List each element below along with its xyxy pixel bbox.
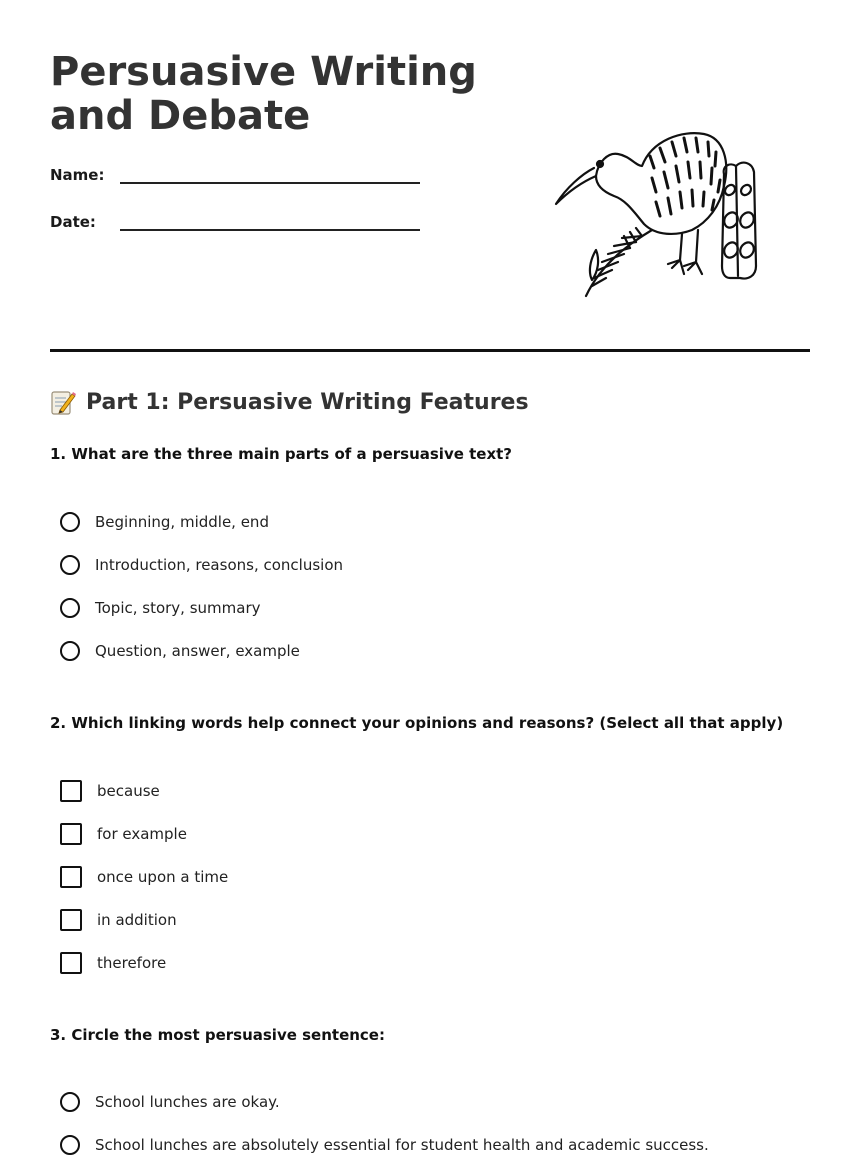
radio-button[interactable]	[60, 1092, 80, 1112]
kiwi-bird-illustration	[552, 126, 778, 300]
q2-option[interactable]	[60, 864, 228, 890]
question-1-text: 1. What are the three main parts of a persuasive text?	[50, 445, 513, 463]
name-label: Name:	[50, 166, 105, 184]
checkbox[interactable]	[60, 909, 82, 931]
q3-option[interactable]	[60, 1132, 709, 1158]
date-label: Date:	[50, 213, 96, 231]
option-label: therefore	[97, 954, 167, 972]
question-2-text: 2. Which linking words help connect your opinions and reasons? (Select all that apply)	[50, 714, 784, 732]
q2-option[interactable]	[60, 778, 160, 804]
radio-button[interactable]	[60, 641, 80, 661]
question-3-text: 3. Circle the most persuasive sentence:	[50, 1026, 385, 1044]
radio-button[interactable]	[60, 1135, 80, 1155]
option-label: Beginning, middle, end	[95, 513, 269, 531]
radio-button[interactable]	[60, 512, 80, 532]
option-label: once upon a time	[97, 868, 229, 886]
checkbox[interactable]	[60, 952, 82, 974]
q1-option[interactable]	[60, 509, 269, 535]
option-label: School lunches are absolutely essential for student health and academic success.	[95, 1136, 709, 1154]
q2-option[interactable]	[60, 907, 177, 933]
name-input-line[interactable]	[120, 164, 420, 184]
section-heading	[50, 388, 529, 416]
q1-option[interactable]	[60, 552, 343, 578]
name-field[interactable]	[50, 164, 420, 184]
q2-option[interactable]	[60, 950, 166, 976]
checkbox[interactable]	[60, 866, 82, 888]
checkbox[interactable]	[60, 823, 82, 845]
option-label: in addition	[97, 911, 177, 929]
option-label: Introduction, reasons, conclusion	[95, 556, 343, 574]
radio-button[interactable]	[60, 555, 80, 575]
q2-option[interactable]	[60, 821, 187, 847]
q1-option[interactable]	[60, 638, 300, 664]
date-input-line[interactable]	[120, 211, 420, 231]
q3-option[interactable]	[60, 1089, 280, 1115]
option-label: Topic, story, summary	[95, 599, 261, 617]
option-label: for example	[97, 825, 187, 843]
worksheet-title: Persuasive Writing and Debate	[50, 49, 477, 139]
option-label: because	[97, 782, 160, 800]
q1-option[interactable]	[60, 595, 261, 621]
option-label: Question, answer, example	[95, 642, 300, 660]
section-title-text: Part 1: Persuasive Writing Features	[86, 389, 529, 415]
date-field[interactable]	[50, 211, 420, 231]
option-label: School lunches are okay.	[95, 1093, 280, 1111]
memo-pencil-icon	[50, 388, 76, 416]
radio-button[interactable]	[60, 598, 80, 618]
header-divider	[50, 349, 810, 352]
checkbox[interactable]	[60, 780, 82, 802]
